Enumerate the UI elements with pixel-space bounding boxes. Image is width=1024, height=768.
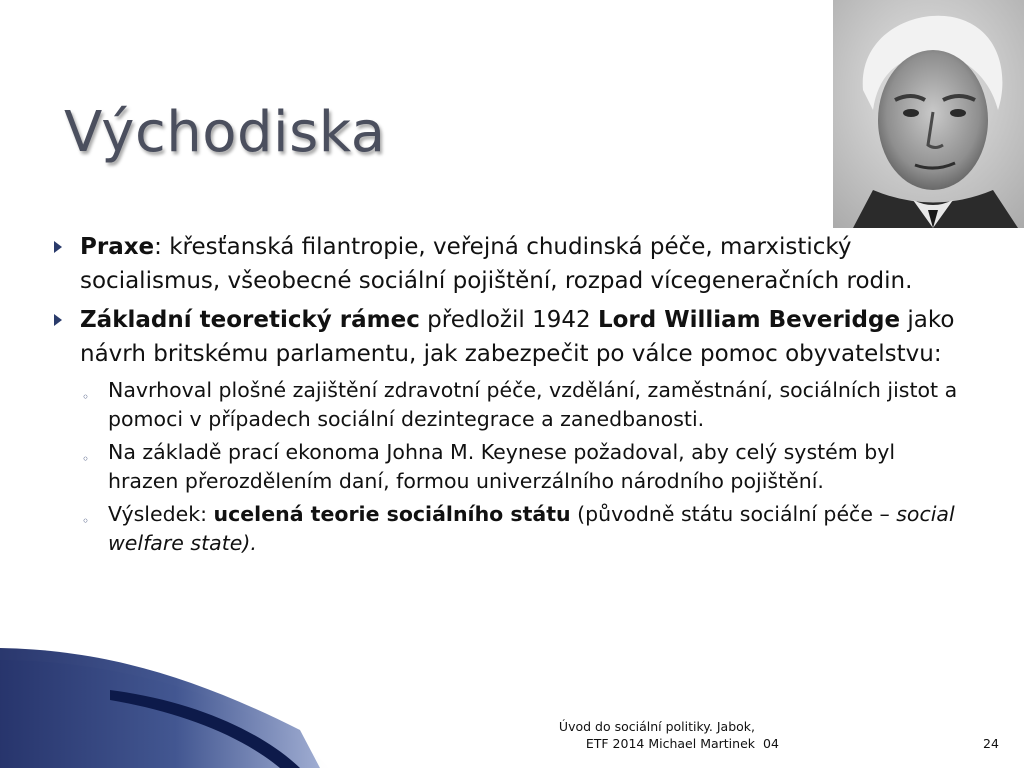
bullet-text: předložil 1942 bbox=[419, 307, 598, 333]
bullet-lead: Základní teoretický rámec bbox=[80, 307, 420, 333]
sub-bullet-italic: social welfare state). bbox=[108, 502, 955, 555]
bullet-bold-name: Lord William Beveridge bbox=[597, 307, 901, 333]
sub-bullet bbox=[50, 500, 970, 558]
sub-bullet-text: Na základě prací ekonoma Johna M. Keynese požadoval, aby celý systém byl hrazen přerozdělením daní, formou univerzálního národního pojištění. bbox=[108, 440, 896, 493]
sub-bullet-bold: ucelená teorie sociálního státu bbox=[213, 502, 571, 526]
sub-bullet-text: (původně státu sociální péče – bbox=[570, 502, 897, 526]
bullet-arrow-icon bbox=[54, 314, 62, 326]
footer-course bbox=[505, 718, 755, 752]
footer-line-2: ETF 2014 Michael Martinek bbox=[585, 736, 755, 751]
circle-bullet-icon: ◦ bbox=[82, 390, 90, 404]
beveridge-portrait-image bbox=[833, 0, 1024, 228]
sub-bullet-text: Navrhoval plošné zajištění zdravotní péče, vzdělání, zaměstnání, sociálních jistot a pomoci v případech sociální dezintegrace a zanedbanosti. bbox=[108, 378, 958, 431]
sub-bullet bbox=[50, 438, 970, 496]
bullet-text: jako návrh britskému parlamentu, jak zabezpečit po válce pomoc obyvatelstvu: bbox=[80, 307, 955, 367]
circle-bullet-icon: ◦ bbox=[82, 452, 90, 466]
page-number: 24 bbox=[983, 736, 999, 751]
footer-line-1: Úvod do sociální politiky. Jabok, bbox=[558, 719, 755, 734]
slide-title: Východiska bbox=[64, 100, 386, 165]
sub-bullet bbox=[50, 376, 970, 434]
sub-bullet-text: Výsledek: bbox=[108, 502, 214, 526]
footer-code: 04 bbox=[763, 736, 779, 751]
portrait-photo bbox=[833, 0, 1024, 228]
slide-content bbox=[50, 230, 970, 562]
bullet-praxe bbox=[50, 230, 970, 298]
bullet-teoreticky-ramec bbox=[50, 303, 970, 371]
bullet-arrow-icon bbox=[54, 241, 62, 253]
bullet-text: : křesťanská filantropie, veřejná chudinská péče, marxistický socialismus, všeobecné sociální pojištění, rozpad vícegeneračních rodin. bbox=[80, 234, 913, 294]
circle-bullet-icon: ◦ bbox=[82, 514, 90, 528]
bullet-lead: Praxe bbox=[80, 234, 155, 260]
